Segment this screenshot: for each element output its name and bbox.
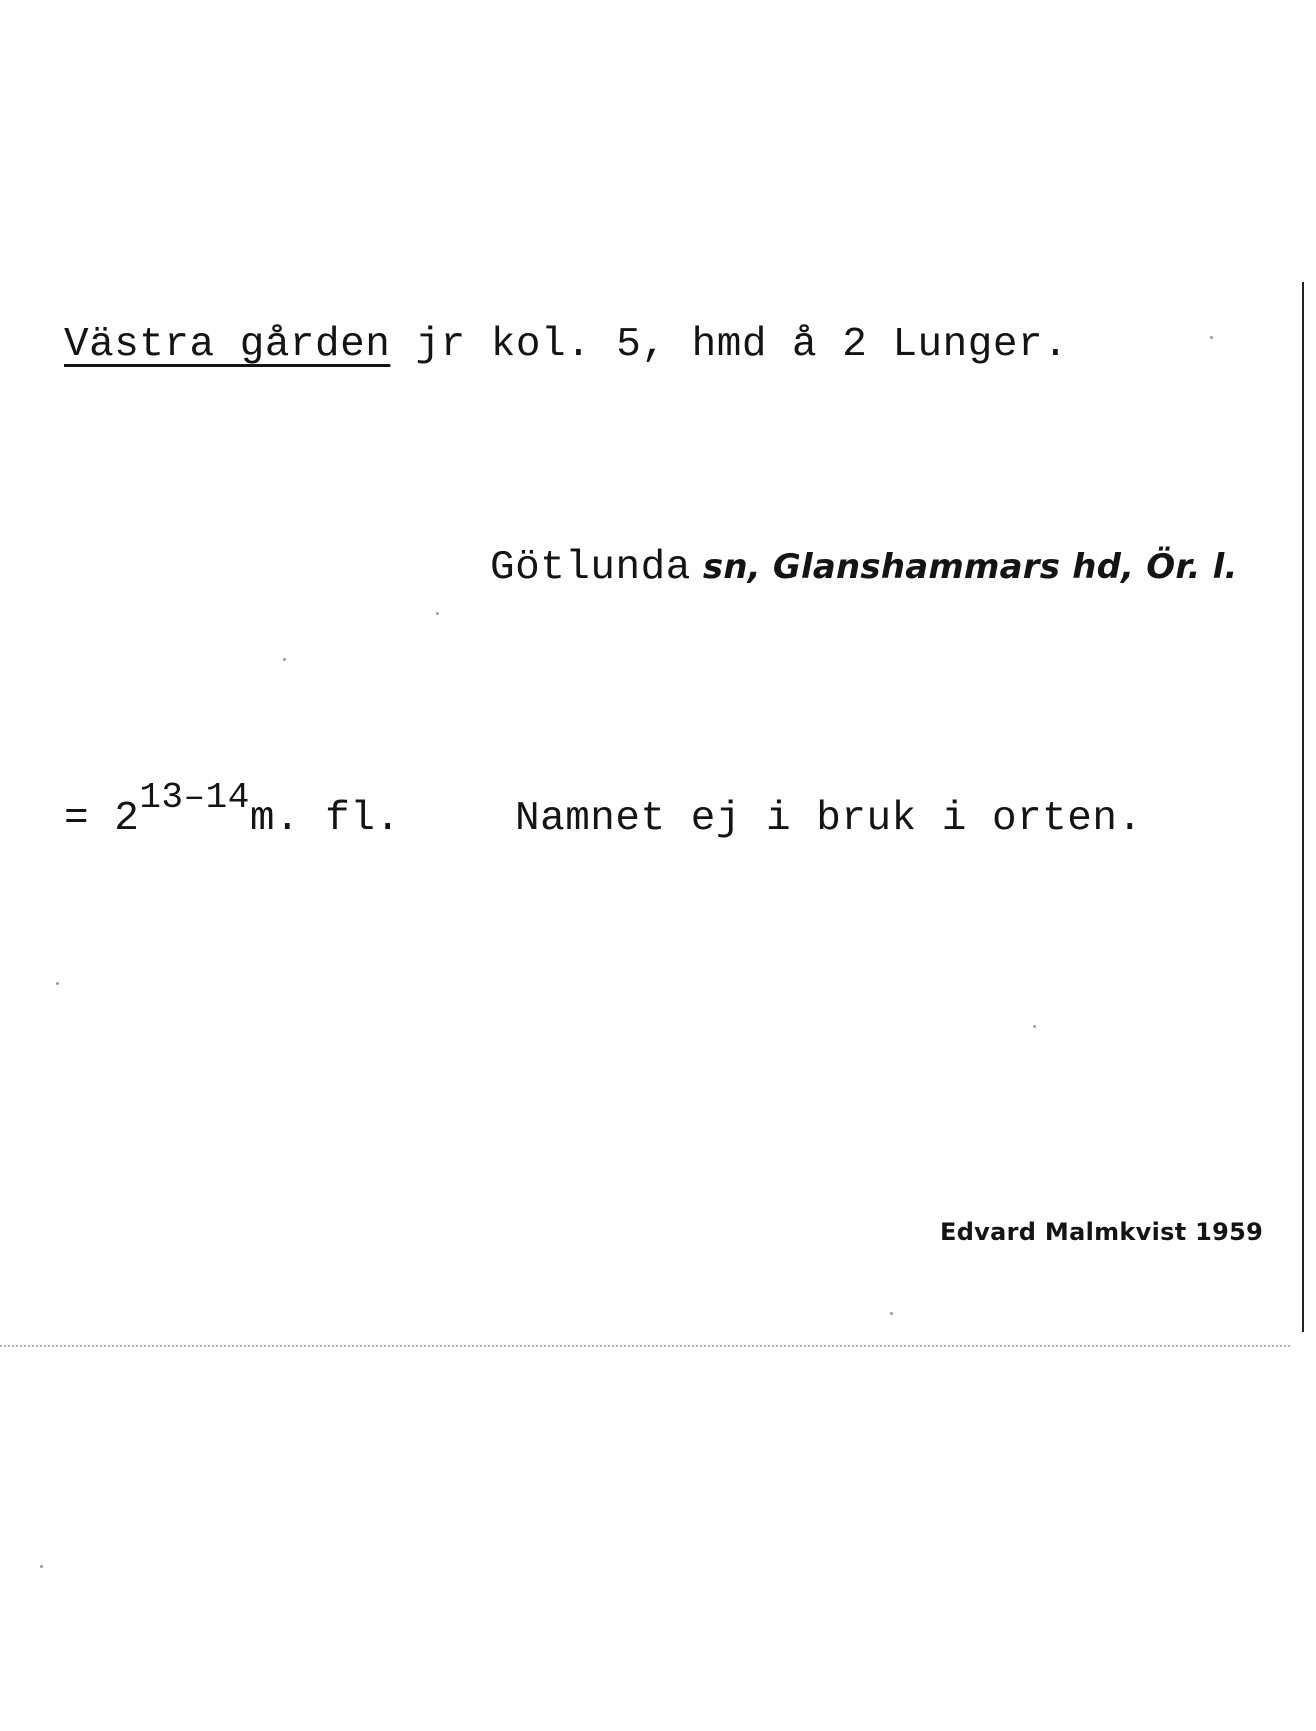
card-right-edge <box>1302 282 1304 1332</box>
reference-prefix: = 2 <box>64 796 140 842</box>
scan-speck <box>890 1312 893 1315</box>
reference-superscript: 13–14 <box>139 777 250 818</box>
reference-suffix: m. fl. <box>249 796 401 842</box>
scan-speck <box>436 612 439 615</box>
location-line <box>490 545 1238 591</box>
signature: Edvard Malmkvist 1959 <box>940 1218 1264 1246</box>
card-bottom-edge <box>0 1345 1290 1347</box>
scan-speck <box>283 658 286 661</box>
headword: Västra gården <box>64 322 391 368</box>
headline <box>64 322 1068 368</box>
location-details: sn, Glanshammars hd, Ör. l. <box>690 547 1238 587</box>
scan-speck <box>1033 1025 1036 1028</box>
cross-reference <box>64 777 401 842</box>
headline-details: jr kol. 5, hmd å 2 Lunger. <box>390 322 1069 368</box>
usage-note: Namnet ej i bruk i orten. <box>515 796 1143 842</box>
scan-speck <box>56 982 59 985</box>
scan-speck <box>40 1565 43 1568</box>
parish-name: Götlunda <box>490 545 691 591</box>
scan-speck <box>1210 336 1213 339</box>
